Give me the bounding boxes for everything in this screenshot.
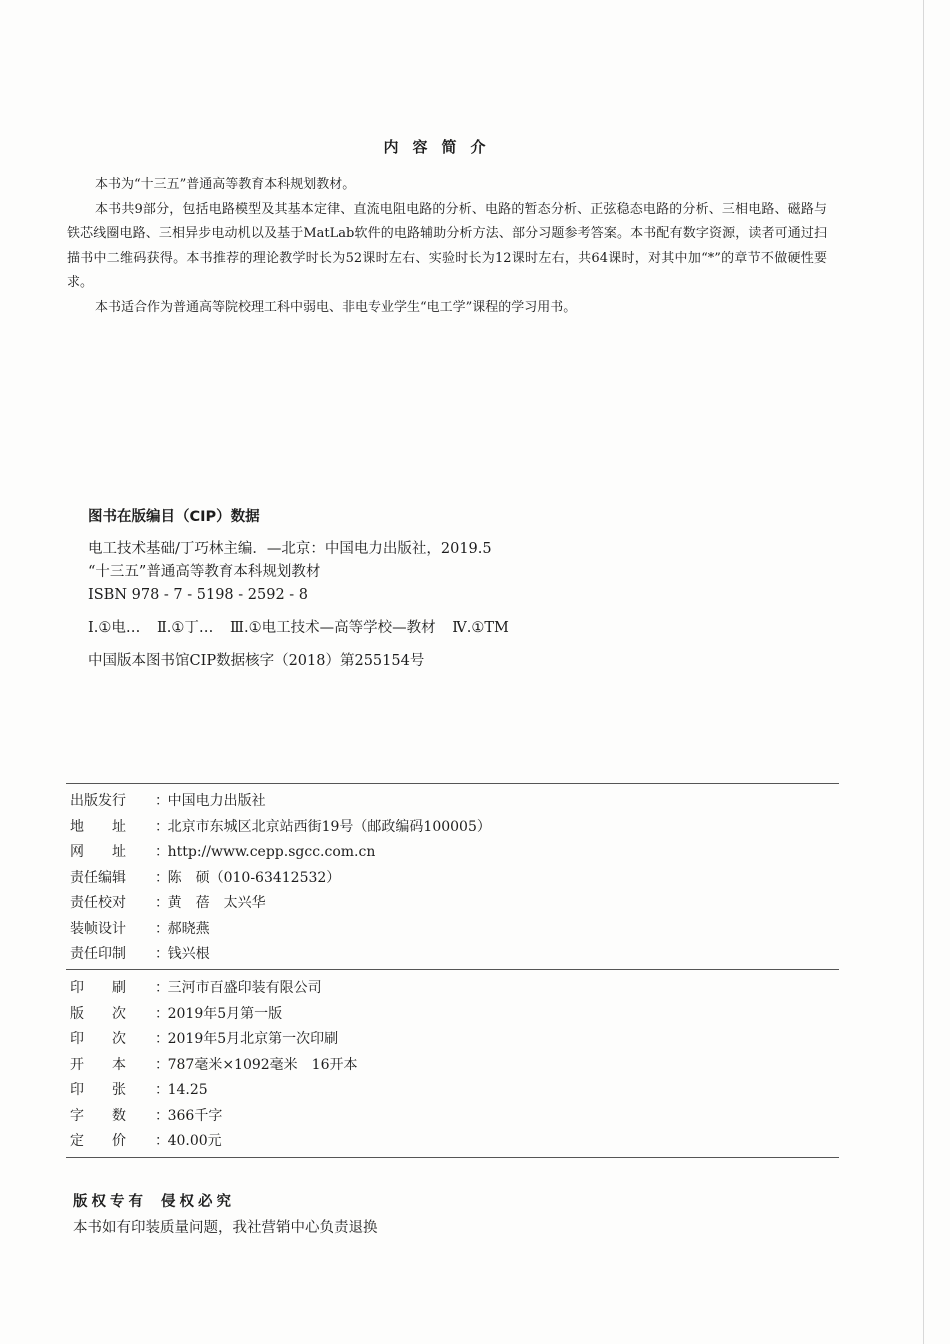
cip-series-line: “十三五”普通高等教育本科规划教材 [88, 564, 321, 580]
cip-subjects [88, 617, 808, 640]
info-value: 三河市百盛印装有限公司 [167, 980, 322, 996]
info-value: 787毫米×1092毫米 16开本 [167, 1056, 358, 1073]
intro-paragraph: 本书共9部分，包括电路模型及其基本定律、直流电阻电路的分析、电路的暂态分析、正弦稳态电路的分析、三相电路、磁路与铁芯线圈电路、三相异步电动机以及基于MatLab软件的电路辅助分析方法、部分习题参考答案。本书配有数字资源，读者可通过扫描书中二维码获得。本书推荐的理论教学时长为52课时左右、实验时长为12课时左右，共64课时，对其中加“*”的章节不做硬性要求。 [67, 201, 827, 290]
info-value: 中国电力出版社 [167, 793, 266, 809]
website-link[interactable]: http://www.cepp.sgcc.com.cn [167, 844, 376, 860]
info-label: 定 价 [70, 1133, 126, 1149]
cip-data [88, 538, 808, 673]
intro-paragraph: 本书适合作为普通高等院校理工科中弱电、非电专业学生“电工学”课程的学习用书。 [95, 299, 577, 315]
info-row: 版 次 ： 2019年5月第一版 [70, 1002, 810, 1028]
info-label: 印 张 [70, 1082, 126, 1098]
info-value: 2019年5月北京第一次印刷 [167, 1031, 339, 1047]
divider [66, 969, 839, 970]
cip-subject: Ⅱ.①丁… [156, 620, 214, 636]
info-row: 责任校对 ： 黄 蓓 太兴华 [70, 891, 810, 917]
rights-title [73, 1190, 235, 1211]
info-value: 郝晓燕 [167, 920, 210, 937]
info-row: 定 价 ： 40.00元 [70, 1129, 810, 1155]
cip-subject: Ⅲ.①电工技术—高等学校—教材 [230, 620, 436, 636]
rights-title-b: 侵权必究 [161, 1194, 235, 1210]
page-edge [923, 0, 924, 1344]
divider [66, 783, 839, 784]
info-value: 2019年5月第一版 [167, 1005, 283, 1022]
info-value: 40.00元 [167, 1133, 222, 1149]
info-row: 地 址 ： 北京市东城区北京站西街19号（邮政编码100005） [70, 815, 810, 841]
info-label: 责任编辑 [70, 869, 126, 886]
cip-isbn-line: ISBN 978 - 7 - 5198 - 2592 - 8 [88, 587, 309, 603]
cip-heading: 图书在版编目（CIP）数据 [88, 509, 260, 525]
info-label: 网 址 [70, 844, 126, 860]
intro-title: 内容简介 [383, 138, 500, 156]
info-label: 字 数 [70, 1107, 126, 1124]
info-label: 责任校对 [70, 895, 126, 911]
cip-title-line: 电工技术基础/丁巧林主编．—北京：中国电力出版社，2019.5 [88, 541, 492, 557]
info-value: 黄 蓓 太兴华 [167, 895, 266, 911]
info-row: 字 数 ： 366千字 [70, 1104, 810, 1130]
cip-subject: Ⅳ.①TM [452, 620, 509, 636]
info-row: 印 张 ： 14.25 [70, 1078, 810, 1104]
cip-subject: Ⅰ.①电… [88, 620, 141, 636]
info-value: 366千字 [167, 1107, 223, 1124]
info-label: 责任印制 [70, 946, 126, 962]
info-row: 责任编辑 ： 陈 硕（010-63412532） [70, 866, 810, 892]
info-row: 印 次 ： 2019年5月北京第一次印刷 [70, 1027, 810, 1053]
rights-notice: 本书如有印装质量问题，我社营销中心负责退换 [73, 1220, 378, 1236]
publisher-info [70, 789, 810, 968]
cip-checknum: 中国版本图书馆CIP数据核字（2018）第255154号 [88, 653, 425, 669]
info-row: 装帧设计 ： 郝晓燕 [70, 917, 810, 943]
info-label: 版 次 [70, 1005, 126, 1022]
info-row: 责任印制 ： 钱兴根 [70, 942, 810, 968]
info-label: 印 刷 [70, 980, 126, 996]
intro-paragraph: 本书为“十三五”普通高等教育本科规划教材。 [95, 177, 356, 192]
info-value: 北京市东城区北京站西街19号（邮政编码100005） [167, 818, 491, 835]
rights-title-a: 版权专有 [73, 1194, 147, 1210]
info-label: 印 次 [70, 1031, 126, 1047]
info-value: 钱兴根 [167, 946, 210, 962]
info-label: 地 址 [70, 818, 126, 835]
info-row: 开 本 ： 787毫米×1092毫米 16开本 [70, 1053, 810, 1079]
info-value: 14.25 [167, 1082, 208, 1098]
info-label: 出版发行 [70, 793, 126, 809]
info-row: 网 址 ： http://www.cepp.sgcc.com.cn [70, 840, 810, 866]
info-label: 装帧设计 [70, 920, 126, 937]
printing-info [70, 976, 810, 1155]
divider [66, 1157, 839, 1158]
info-value: 陈 硕（010-63412532） [167, 869, 341, 886]
info-row: 出版发行 ： 中国电力出版社 [70, 789, 810, 815]
intro-text [67, 173, 827, 320]
info-row: 印 刷 ： 三河市百盛印装有限公司 [70, 976, 810, 1002]
info-label: 开 本 [70, 1056, 126, 1073]
